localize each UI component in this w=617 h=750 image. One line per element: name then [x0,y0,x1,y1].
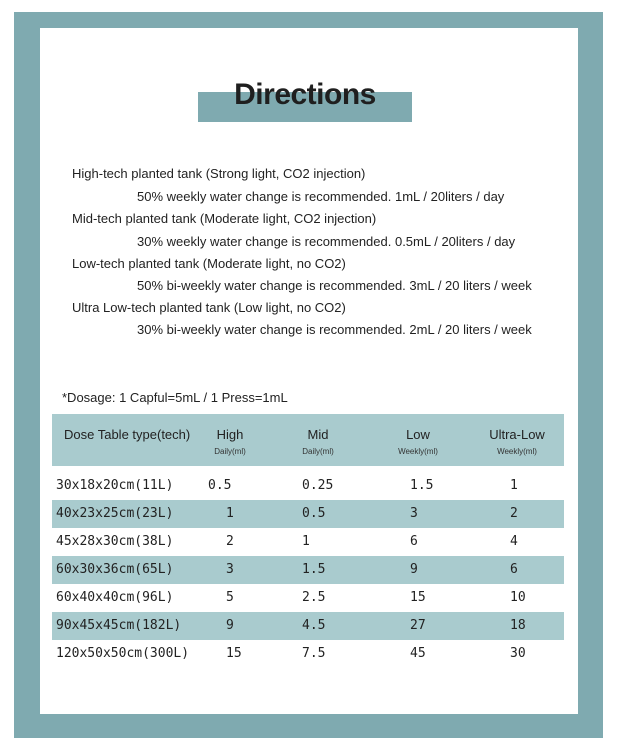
high-dose-cell: 2 [226,534,234,549]
high-dose-cell: 9 [226,618,234,633]
high-dose-cell: 3 [226,562,234,577]
low-dose-cell: 27 [410,618,426,633]
ultra-low-dose-cell: 18 [510,618,526,633]
direction-detail-ultra-low: 30% bi-weekly water change is recommended. 2mL / 20 liters / week [137,322,532,337]
low-dose-cell: 9 [410,562,418,577]
tank-size-cell: 120x50x50cm(300L) [56,646,190,661]
table-row [52,612,564,640]
table-row [52,500,564,528]
header-low: Low [406,427,430,442]
ultra-low-dose-cell: 30 [510,646,526,661]
dosage-note: *Dosage: 1 Capful=5mL / 1 Press=1mL [62,390,288,405]
ultra-low-dose-cell: 6 [510,562,518,577]
tank-size-cell: 30x18x20cm(11L) [56,478,174,493]
page-title: Directions [234,78,376,111]
mid-dose-cell: 2.5 [302,590,326,605]
tank-size-cell: 60x40x40cm(96L) [56,590,174,605]
direction-tank-ultra-low: Ultra Low-tech planted tank (Low light, no CO2) [72,300,346,315]
header-ultra-low-unit: Weekly(ml) [497,447,537,456]
ultra-low-dose-cell: 4 [510,534,518,549]
high-dose-cell: 1 [226,506,234,521]
tank-size-cell: 90x45x45cm(182L) [56,618,182,633]
ultra-low-dose-cell: 10 [510,590,526,605]
low-dose-cell: 15 [410,590,426,605]
table-row [52,528,564,556]
direction-detail-low: 50% bi-weekly water change is recommended. 3mL / 20 liters / week [137,278,532,293]
table-row [52,584,564,612]
direction-detail-high: 50% weekly water change is recommended. 1mL / 20liters / day [137,189,505,204]
header-high: High [216,427,244,442]
mid-dose-cell: 0.25 [302,478,334,493]
header-mid: Mid [307,427,329,442]
table-row [52,556,564,584]
mid-dose-cell: 1.5 [302,562,326,577]
dose-table-header [52,414,564,466]
high-dose-cell: 15 [226,646,242,661]
header-low-unit: Weekly(ml) [398,447,438,456]
header-high-unit: Daily(ml) [214,447,246,456]
mid-dose-cell: 1 [302,534,310,549]
high-dose-cell: 0.5 [208,478,232,493]
mid-dose-cell: 0.5 [302,506,326,521]
high-dose-cell: 5 [226,590,234,605]
direction-detail-mid: 30% weekly water change is recommended. 0.5mL / 20liters / day [137,234,516,249]
header-type-label: Dose Table type(tech) [64,427,191,442]
mid-dose-cell: 7.5 [302,646,326,661]
direction-tank-low: Low-tech planted tank (Moderate light, no CO2) [72,256,346,271]
mid-dose-cell: 4.5 [302,618,326,633]
tank-size-cell: 45x28x30cm(38L) [56,534,174,549]
low-dose-cell: 3 [410,506,418,521]
tank-size-cell: 40x23x25cm(23L) [56,506,174,521]
header-mid-unit: Daily(ml) [302,447,334,456]
low-dose-cell: 6 [410,534,418,549]
header-ultra-low: Ultra-Low [489,427,545,442]
direction-tank-high: High-tech planted tank (Strong light, CO2 injection) [72,166,366,181]
table-row [52,640,564,668]
table-row [52,472,564,500]
low-dose-cell: 1.5 [410,478,434,493]
tank-size-cell: 60x30x36cm(65L) [56,562,174,577]
ultra-low-dose-cell: 2 [510,506,518,521]
direction-tank-mid: Mid-tech planted tank (Moderate light, CO2 injection) [72,211,377,226]
ultra-low-dose-cell: 1 [510,478,518,493]
low-dose-cell: 45 [410,646,426,661]
